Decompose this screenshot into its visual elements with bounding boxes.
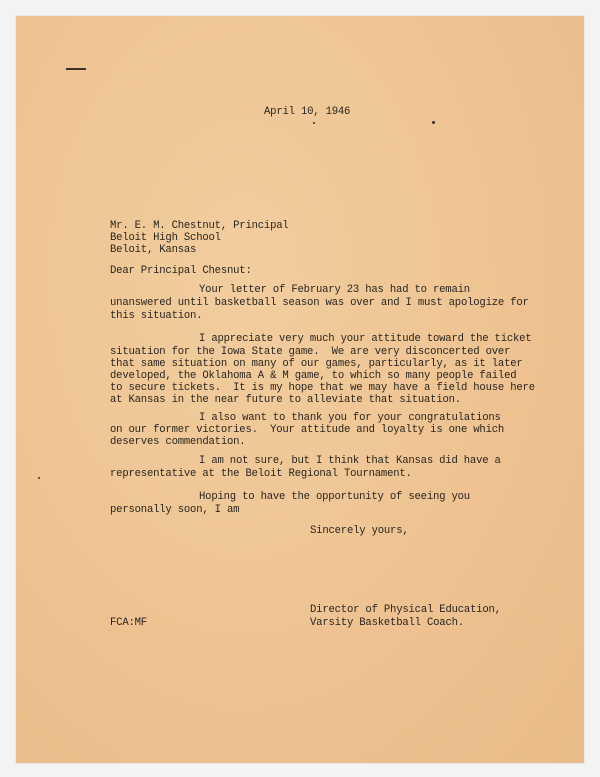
closing: Sincerely yours, <box>310 525 409 537</box>
stray-mark <box>432 121 435 124</box>
paragraph-line: I appreciate very much your attitude toward the ticket <box>199 333 532 345</box>
paragraph-line: to secure tickets. It is my hope that we may have a field house here <box>110 382 535 394</box>
paragraph-line: Your letter of February 23 has had to remain <box>199 284 470 296</box>
paragraph-line: I am not sure, but I think that Kansas did have a <box>199 455 501 467</box>
recipient-city: Beloit, Kansas <box>110 244 197 256</box>
paragraph-line: that same situation on many of our games, particularly, as it later <box>110 358 523 370</box>
recipient-school: Beloit High School <box>110 232 221 244</box>
paragraph-line: this situation. <box>110 310 203 322</box>
paragraph-line: situation for the Iowa State game. We are very disconcerted over <box>110 346 511 358</box>
salutation: Dear Principal Chesnut: <box>110 265 252 277</box>
paragraph-line: on our former victories. Your attitude and loyalty is one which <box>110 424 505 436</box>
paragraph-line: representative at the Beloit Regional Tournament. <box>110 468 412 480</box>
paragraph-line: at Kansas in the near future to alleviate that situation. <box>110 394 461 406</box>
signature-title-line: Varsity Basketball Coach. <box>310 617 464 629</box>
stray-mark <box>66 68 86 70</box>
stray-mark <box>313 122 315 124</box>
stray-mark <box>38 477 40 479</box>
paragraph-line: unanswered until basketball season was over and I must apologize for <box>110 297 529 309</box>
recipient-name: Mr. E. M. Chestnut, Principal <box>110 220 289 232</box>
paragraph-line: Hoping to have the opportunity of seeing you <box>199 491 470 503</box>
paragraph-line: developed, the Oklahoma A & M game, to which so many people failed <box>110 370 517 382</box>
paragraph-line: deserves commendation. <box>110 436 246 448</box>
typist-initials: FCA:MF <box>110 617 147 629</box>
letter-date: April 10, 1946 <box>264 106 351 118</box>
paragraph-line: personally soon, I am <box>110 504 240 516</box>
signature-title-line: Director of Physical Education, <box>310 604 501 616</box>
paragraph-line: I also want to thank you for your congratulations <box>199 412 501 424</box>
